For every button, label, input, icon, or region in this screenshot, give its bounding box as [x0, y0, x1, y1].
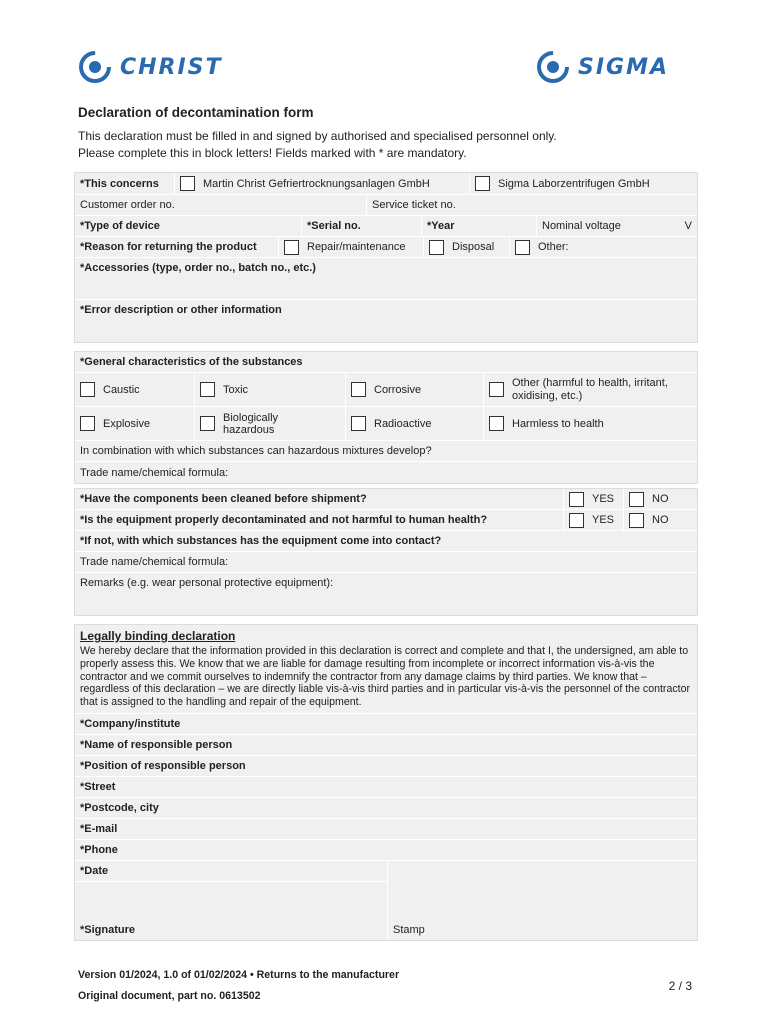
postcode-city-field[interactable]: *Postcode, city	[80, 801, 159, 814]
corrosive-option[interactable]	[346, 373, 484, 406]
decon-yes-checkbox[interactable]	[569, 513, 584, 528]
contact-substances-question: *If not, with which substances has the equipment come into contact?	[80, 535, 442, 547]
phone-field[interactable]: *Phone	[80, 843, 118, 856]
trade-name-field-2[interactable]: Trade name/chemical formula:	[80, 556, 229, 568]
christ-wordmark: CHRIST	[120, 54, 223, 80]
footer-document: Original document, part no. 0613502	[78, 990, 261, 1002]
decon-yes-option[interactable]	[564, 510, 624, 530]
toxic-checkbox[interactable]	[200, 382, 215, 397]
serial-field[interactable]: *Serial no.	[302, 216, 422, 236]
sigma-swirl-icon	[536, 50, 570, 84]
cleaned-no-option[interactable]	[624, 489, 697, 509]
disposal-label: Disposal	[452, 241, 495, 253]
date-field[interactable]: *Date	[75, 861, 387, 882]
declaration-section	[74, 624, 698, 941]
christ-swirl-icon	[78, 50, 112, 84]
caustic-checkbox[interactable]	[80, 382, 95, 397]
page-number: 2 / 3	[668, 979, 692, 993]
repair-label: Repair/maintenance	[307, 241, 406, 253]
other-label: Other:	[538, 241, 569, 253]
intro-text	[78, 128, 557, 162]
other-substance-checkbox[interactable]	[489, 382, 504, 397]
decon-no-option[interactable]	[624, 510, 697, 530]
concerns-sigma-label: Sigma Laborzentrifugen GmbH	[498, 177, 650, 190]
sigma-wordmark: SIGMA	[578, 54, 670, 80]
stamp-field[interactable]: Stamp	[393, 923, 425, 936]
cleaned-yes-checkbox[interactable]	[569, 492, 584, 507]
service-ticket-field[interactable]: Service ticket no.	[372, 199, 456, 211]
cleaning-section	[74, 488, 698, 616]
date-signature-column	[75, 861, 388, 940]
decon-yes-label: YES	[592, 514, 615, 526]
other-substance-label: Other (harmful to health, irritant, oxidising, etc.)	[512, 376, 668, 402]
corrosive-label: Corrosive	[374, 383, 422, 396]
radioactive-option[interactable]	[346, 407, 484, 440]
cleaned-yes-option[interactable]	[564, 489, 624, 509]
harmless-checkbox[interactable]	[489, 416, 504, 431]
voltage-field[interactable]	[537, 216, 697, 236]
legal-block	[75, 625, 697, 714]
legal-heading: Legally binding declaration	[80, 629, 236, 643]
error-description-field[interactable]: *Error description or other information	[80, 304, 282, 316]
combination-question: In combination with which substances can hazardous mixtures develop?	[80, 445, 432, 457]
cleaned-question: *Have the components been cleaned before shipment?	[75, 489, 564, 509]
responsible-name-field[interactable]: *Name of responsible person	[80, 738, 233, 751]
caustic-label: Caustic	[103, 383, 140, 396]
repair-checkbox[interactable]	[284, 240, 299, 255]
reason-repair-option[interactable]	[279, 237, 424, 257]
radioactive-checkbox[interactable]	[351, 416, 366, 431]
reason-label: *Reason for returning the product	[75, 237, 279, 257]
voltage-label: Nominal voltage	[542, 220, 621, 232]
reason-other-option[interactable]	[510, 237, 697, 257]
decon-no-label: NO	[652, 514, 669, 526]
bio-checkbox[interactable]	[200, 416, 215, 431]
sigma-checkbox[interactable]	[475, 176, 490, 191]
device-section	[74, 172, 698, 343]
toxic-option[interactable]	[195, 373, 346, 406]
explosive-label: Explosive	[103, 417, 151, 430]
voltage-unit: V	[684, 220, 692, 232]
remarks-field[interactable]: Remarks (e.g. wear personal protective equipment):	[80, 577, 334, 589]
toxic-label: Toxic	[223, 383, 249, 396]
cleaned-yes-label: YES	[592, 493, 615, 505]
email-field[interactable]: *E-mail	[80, 822, 118, 835]
street-field[interactable]: *Street	[80, 780, 116, 793]
substances-section	[74, 351, 698, 484]
radioactive-label: Radioactive	[374, 417, 432, 430]
cleaned-no-label: NO	[652, 493, 669, 505]
substances-heading: *General characteristics of the substances	[80, 356, 303, 368]
bio-label: Biologically hazardous	[223, 411, 279, 436]
intro-line-1: This declaration must be filled in and signed by authorised and specialised personnel only.	[78, 129, 557, 143]
reason-disposal-option[interactable]	[424, 237, 510, 257]
page-title: Declaration of decontamination form	[78, 105, 314, 120]
other-substance-option[interactable]	[484, 373, 697, 406]
explosive-checkbox[interactable]	[80, 416, 95, 431]
responsible-position-field[interactable]: *Position of responsible person	[80, 759, 246, 772]
concerns-label: *This concerns	[75, 173, 175, 194]
concerns-christ-option[interactable]	[175, 173, 470, 194]
decontaminated-question: *Is the equipment properly decontaminated and not harmful to human health?	[75, 510, 564, 530]
explosive-option[interactable]	[75, 407, 195, 440]
sigma-logo	[536, 50, 669, 84]
signature-field[interactable]: *Signature	[80, 923, 136, 936]
christ-logo	[78, 50, 223, 84]
company-field[interactable]: *Company/institute	[80, 717, 181, 730]
disposal-checkbox[interactable]	[429, 240, 444, 255]
other-checkbox[interactable]	[515, 240, 530, 255]
harmless-option[interactable]	[484, 407, 697, 440]
year-field[interactable]: *Year	[422, 216, 537, 236]
bio-option[interactable]	[195, 407, 346, 440]
cleaned-no-checkbox[interactable]	[629, 492, 644, 507]
corrosive-checkbox[interactable]	[351, 382, 366, 397]
christ-checkbox[interactable]	[180, 176, 195, 191]
intro-line-2: Please complete this in block letters! Fields marked with * are mandatory.	[78, 146, 467, 160]
footer-version: Version 01/2024, 1.0 of 01/02/2024 • Returns to the manufacturer	[78, 969, 400, 981]
legal-text: We hereby declare that the information provided in this declaration is correct and complete and that I, the undersigned, am able to properly assess this. We know that we are liable for damage resulting from incomplete or incorrect information vis-à-vis the contractor and we commit ourselves to indemnify the contractor from any damage claims by third parties. We know that – regardless of this declaration – we are directly liable vis-à-vis third parties and in particular vis-à-vis the personnel of the contractor that is assigned to the handling and repair of the equipment.	[80, 645, 691, 709]
accessories-field[interactable]: *Accessories (type, order no., batch no., etc.)	[80, 262, 316, 274]
type-device-field[interactable]: *Type of device	[75, 216, 302, 236]
concerns-christ-label: Martin Christ Gefriertrocknungsanlagen GmbH	[203, 177, 430, 190]
customer-order-field[interactable]: Customer order no.	[75, 195, 367, 215]
decon-no-checkbox[interactable]	[629, 513, 644, 528]
caustic-option[interactable]	[75, 373, 195, 406]
harmless-label: Harmless to health	[512, 417, 604, 430]
concerns-sigma-option[interactable]	[470, 173, 697, 194]
trade-name-field-1[interactable]: Trade name/chemical formula:	[80, 466, 229, 479]
